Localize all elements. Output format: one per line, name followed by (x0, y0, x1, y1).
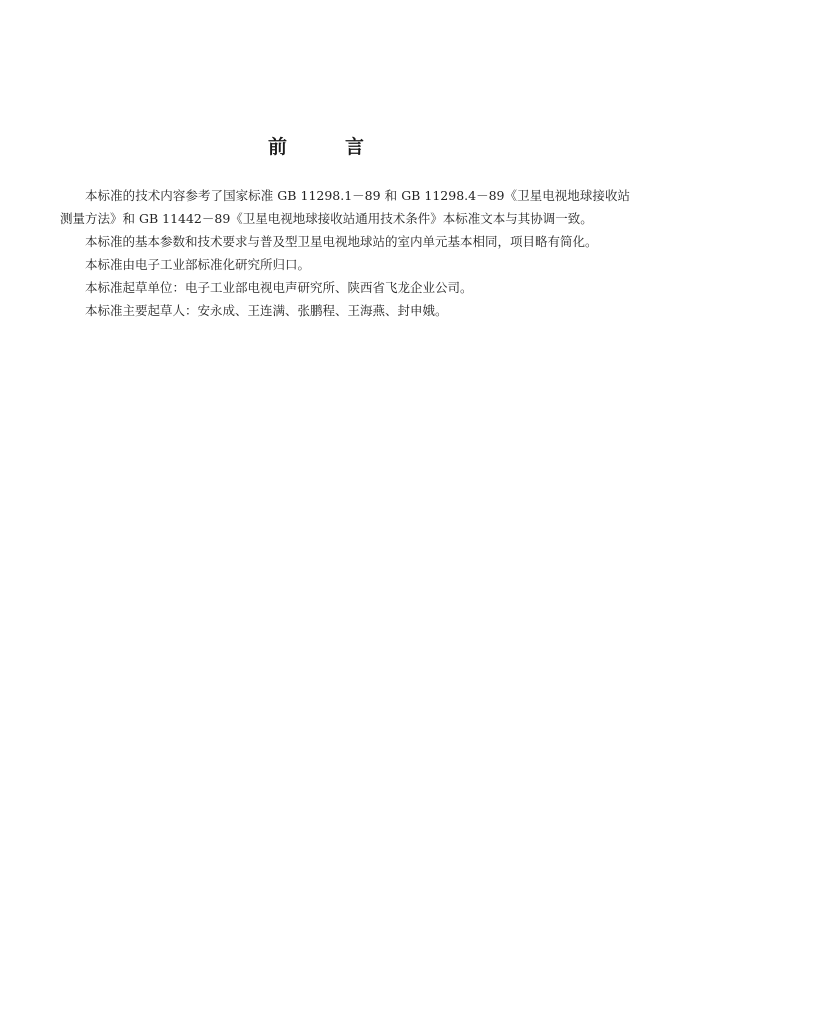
paragraph-parameters: 本标准的基本参数和技术要求与普及型卫星电视地球站的室内单元基本相同，项目略有简化。 (85, 234, 598, 249)
paragraph-reference-standards: 本标准的技术内容参考了国家标准 GB 11298.1－89 和 GB 11298.4－89《卫星电视地球接收站测量方法》和 GB 11442－89《卫星电视地球接收站通用技术条件》本标准文本与其协调一致。 (60, 188, 630, 226)
paragraph-drafters: 本标准主要起草人：安永成、王连满、张鹏程、王海燕、封申娥。 (85, 303, 448, 318)
paragraph-administration: 本标准由电子工业部标准化研究所归口。 (85, 257, 311, 272)
foreword-body (60, 184, 630, 322)
page-title: 前言 (267, 136, 422, 158)
paragraph-drafting-units: 本标准起草单位：电子工业部电视电声研究所、陕西省飞龙企业公司。 (85, 280, 473, 295)
